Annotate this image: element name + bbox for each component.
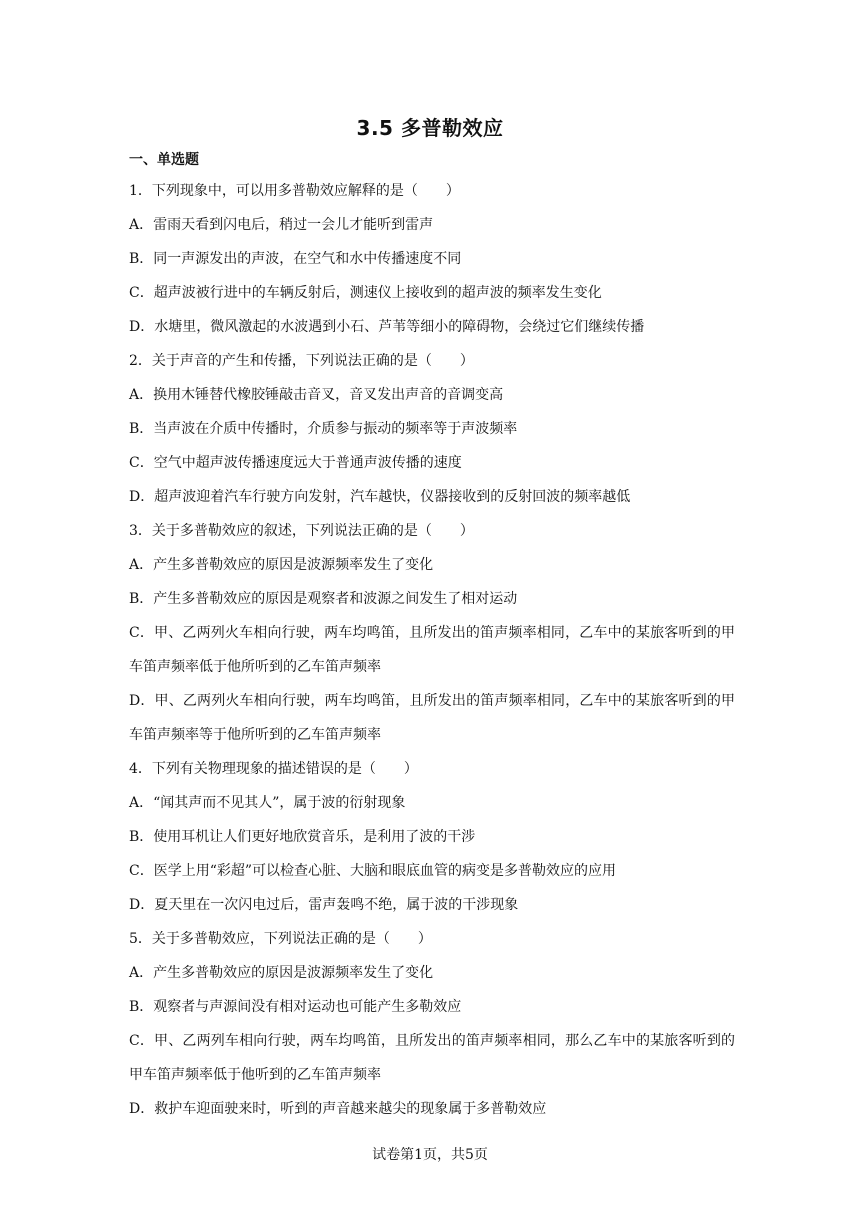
- question-1-stem: 1．下列现象中，可以用多普勒效应解释的是（ ）: [129, 183, 460, 199]
- question-3-option-c: C．甲、乙两列火车相向行驶，两车均鸣笛，且所发出的笛声频率相同，乙车中的某旅客听到的甲车笛声频率低于他所听到的乙车笛声频率: [129, 625, 735, 675]
- question-1-option-d: D．水塘里，微风激起的水波遇到小石、芦苇等细小的障碍物，会绕过它们继续传播: [129, 319, 645, 335]
- question-1-option-c: C．超声波被行进中的车辆反射后，测速仪上接收到的超声波的频率发生变化: [129, 285, 602, 301]
- question-3-stem: 3．关于多普勒效应的叙述，下列说法正确的是（ ）: [129, 523, 474, 539]
- question-2-option-d: D．超声波迎着汽车行驶方向发射，汽车越快，仪器接收到的反射回波的频率越低: [129, 489, 631, 505]
- question-3-option-b: B．产生多普勒效应的原因是观察者和波源之间发生了相对运动: [129, 591, 518, 607]
- section-heading: 一、单选题: [129, 152, 199, 168]
- question-4-option-c: C．医学上用“彩超”可以检查心脏、大脑和眼底血管的病变是多普勒效应的应用: [129, 863, 617, 879]
- page-footer: 试卷第1页，共5页: [372, 1147, 488, 1163]
- question-1-option-a: A．雷雨天看到闪电后，稍过一会儿才能听到雷声: [129, 217, 434, 233]
- question-5-option-c: C．甲、乙两列车相向行驶，两车均鸣笛，且所发出的笛声频率相同，那么乙车中的某旅客听到的甲车笛声频率低于他听到的乙车笛声频率: [129, 1033, 735, 1083]
- question-5-option-d: D．救护车迎面驶来时，听到的声音越来越尖的现象属于多普勒效应: [129, 1101, 547, 1117]
- question-1-option-b: B．同一声源发出的声波，在空气和水中传播速度不同: [129, 251, 462, 267]
- question-2-option-b: B．当声波在介质中传播时，介质参与振动的频率等于声波频率: [129, 421, 518, 437]
- question-4-option-a: A．“闻其声而不见其人”，属于波的衍射现象: [129, 795, 406, 811]
- question-2-option-c: C．空气中超声波传播速度远大于普通声波传播的速度: [129, 455, 462, 471]
- question-3-option-d: D．甲、乙两列火车相向行驶，两车均鸣笛，且所发出的笛声频率相同，乙车中的某旅客听到的甲车笛声频率等于他所听到的乙车笛声频率: [129, 693, 735, 743]
- question-3-option-a: A．产生多普勒效应的原因是波源频率发生了变化: [129, 557, 434, 573]
- document-title: 3.5 多普勒效应: [356, 116, 504, 140]
- question-4-option-d: D．夏天里在一次闪电过后，雷声轰鸣不绝，属于波的干涉现象: [129, 897, 519, 913]
- question-4-stem: 4．下列有关物理现象的描述错误的是（ ）: [129, 761, 418, 777]
- question-2-option-a: A．换用木锤替代橡胶锤敲击音叉，音叉发出声音的音调变高: [129, 387, 504, 403]
- question-2-stem: 2．关于声音的产生和传播，下列说法正确的是（ ）: [129, 353, 474, 369]
- question-4-option-b: B．使用耳机让人们更好地欣赏音乐，是利用了波的干涉: [129, 829, 476, 845]
- question-5-option-b: B．观察者与声源间没有相对运动也可能产生多勒效应: [129, 999, 462, 1015]
- question-5-stem: 5．关于多普勒效应，下列说法正确的是（ ）: [129, 931, 432, 947]
- question-5-option-a: A．产生多普勒效应的原因是波源频率发生了变化: [129, 965, 434, 981]
- question-list: [129, 174, 735, 1126]
